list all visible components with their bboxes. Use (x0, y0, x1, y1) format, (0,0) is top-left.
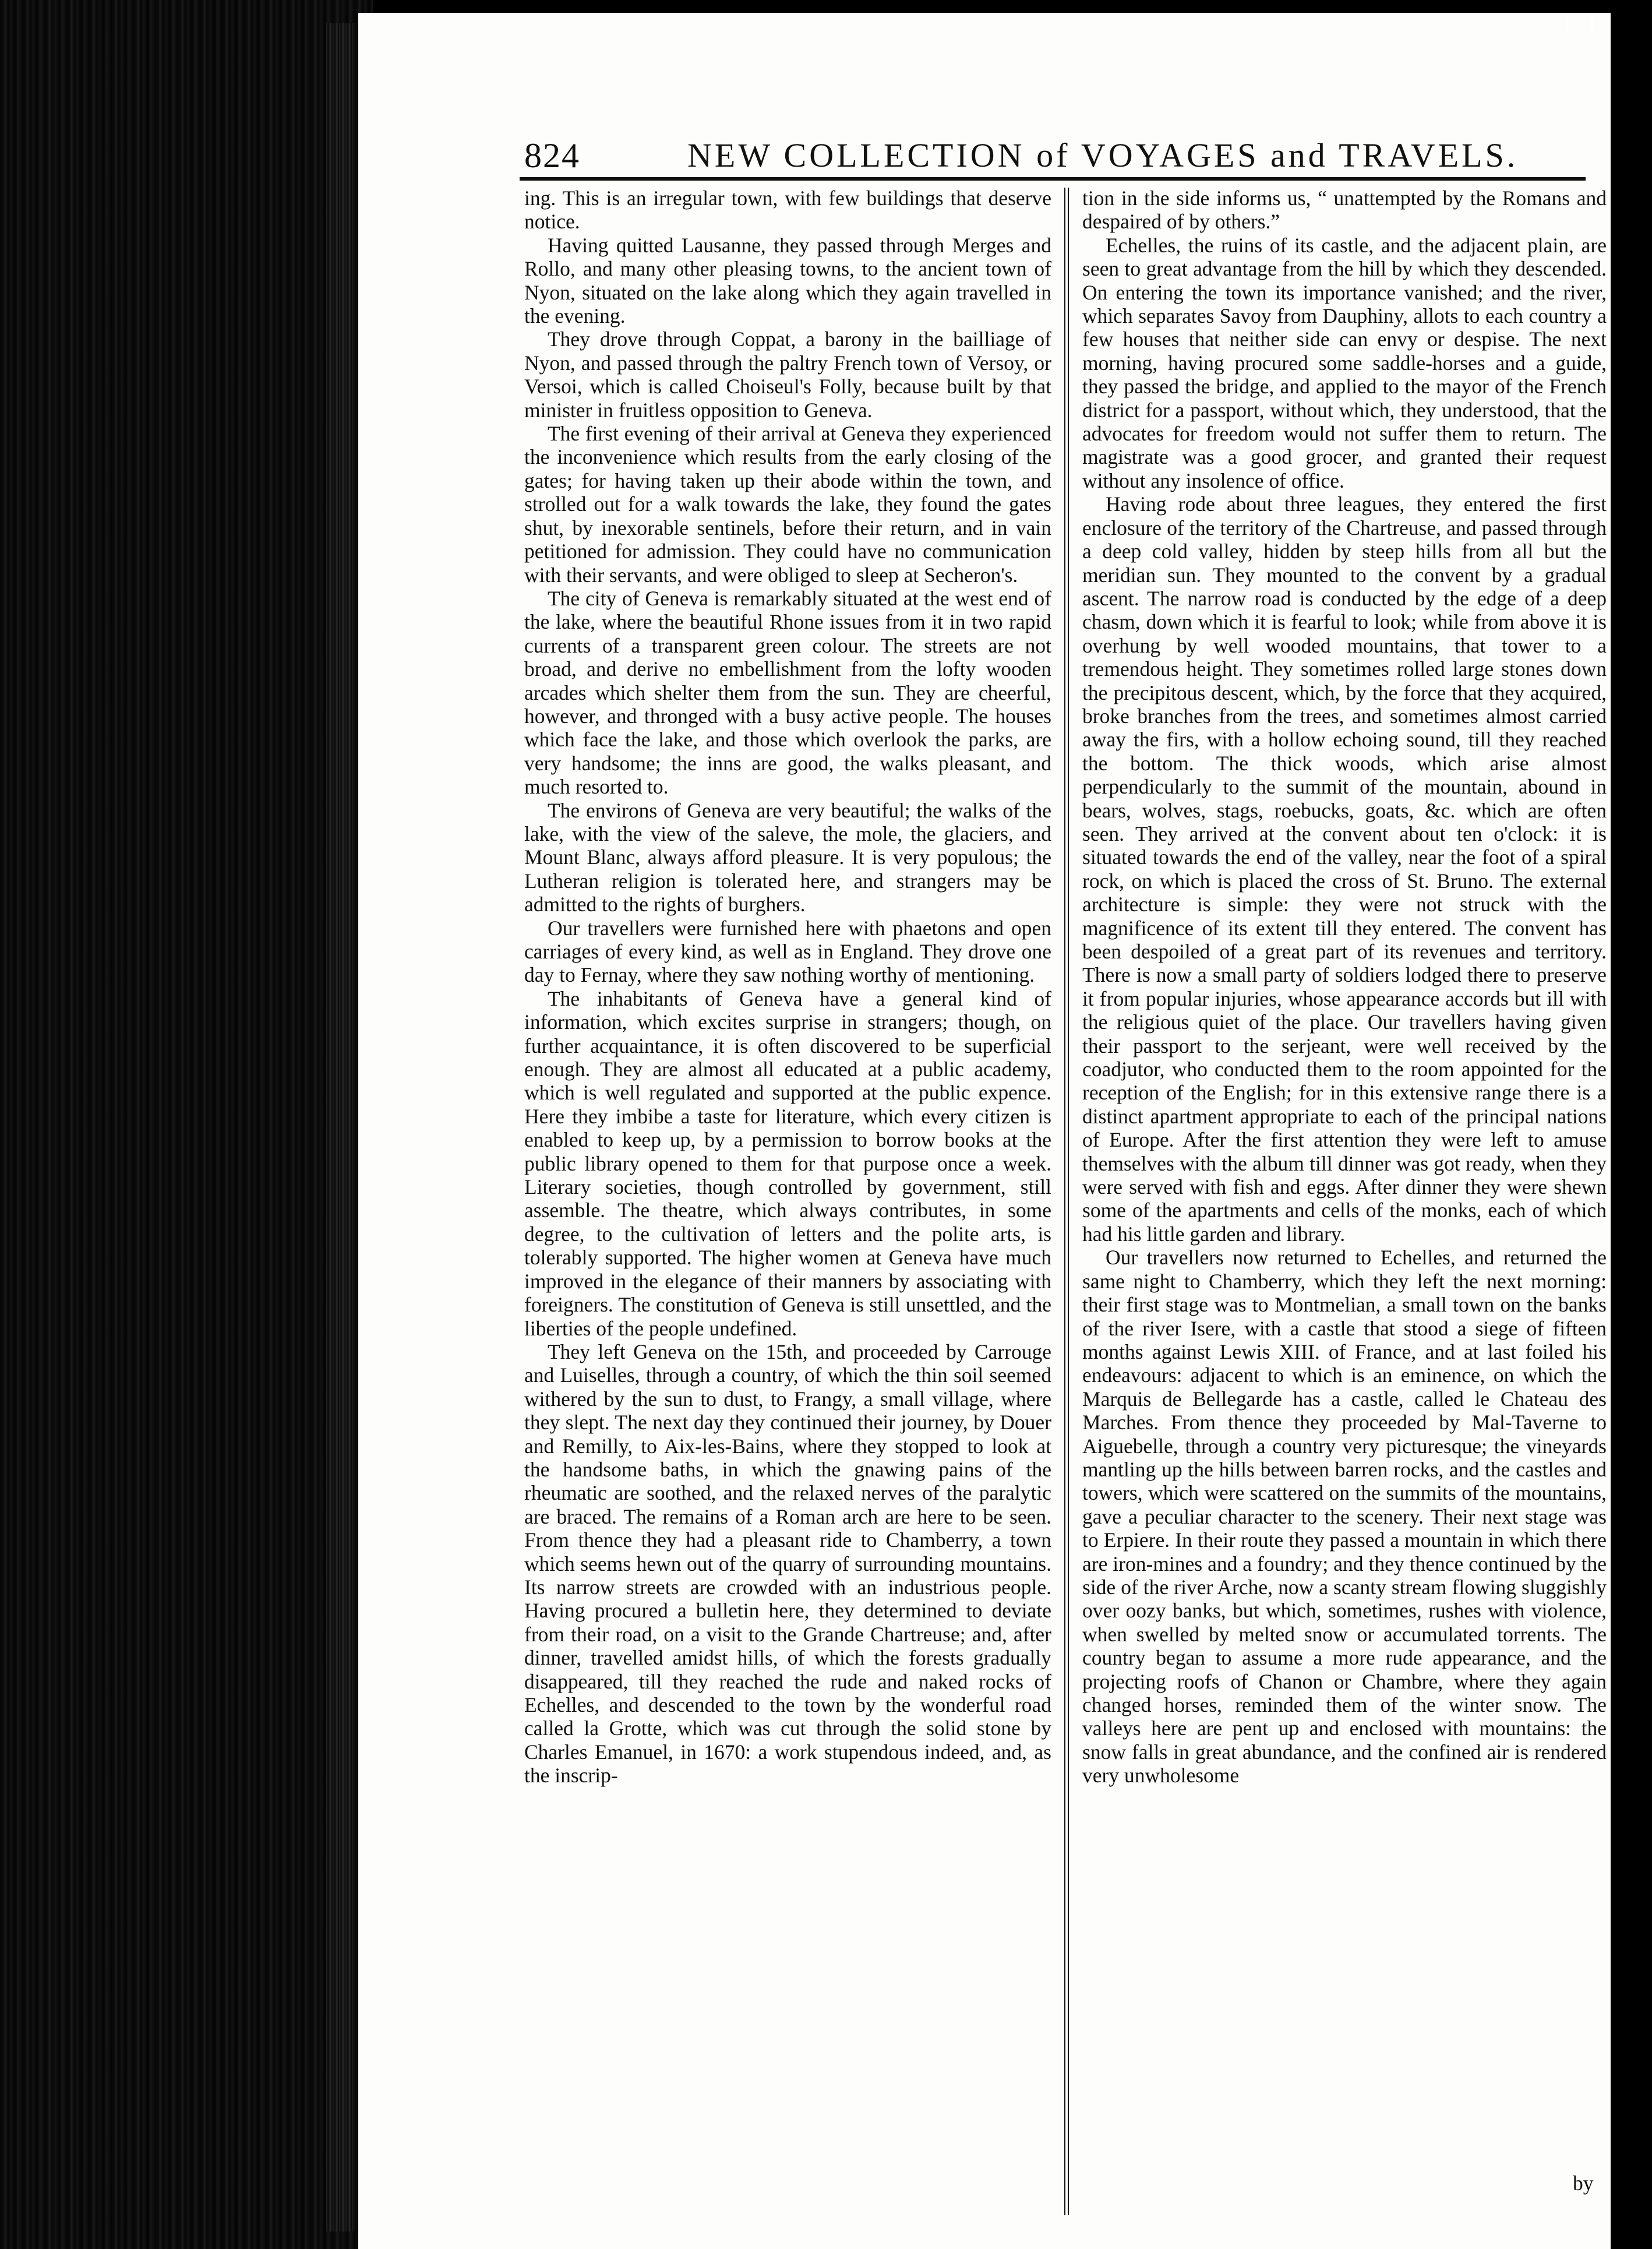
paragraph: ing. This is an irregular town, with few buildings that deserve notice. (524, 186, 1051, 234)
corner-marks: | | (1564, 13, 1601, 36)
left-column (524, 186, 1051, 1788)
paragraph: Having quitted Lausanne, they passed through Merges and Rollo, and many other pleasing towns, to the ancient town of Nyon, situated on the lake along which they again travelled in the evening. (524, 233, 1051, 328)
paragraph: The city of Geneva is remarkably situated at the west end of the lake, where the beautiful Rhone issues from it in two rapid currents of a transparent green colour. The streets are not broad, and derive no embellishment from the lofty wooden arcades which shelter them from the sun. They are cheerful, however, and thronged with a busy active people. The houses which face the lake, and those which overlook the parks, are very handsome; the inns are good, the walks pleasant, and much resorted to. (524, 586, 1051, 799)
paragraph: tion in the side informs us, “ unattempted by the Romans and despaired of by others.” (1082, 186, 1607, 234)
page-number: 824 (524, 136, 580, 175)
paragraph: The environs of Geneva are very beautiful; the walks of the lake, with the view of the saleve, the mole, the glaciers, and Mount Blanc, always afford pleasure. It is very populous; the Lutheran religion is tolerated here, and strangers may be admitted to the rights of burghers. (524, 798, 1051, 916)
right-column (1082, 186, 1607, 1788)
page-edges (326, 23, 355, 2232)
paragraph: The first evening of their arrival at Geneva they experienced the inconvenience which results from the early closing of the gates; for having taken up their abode within the town, and strolled out for a walk towards the lake, they found the gates shut, by inexorable sentinels, before their return, and in vain petitioned for admission. They could have no communication with their servants, and were obliged to sleep at Secheron's. (524, 422, 1051, 587)
paragraph: They drove through Coppat, a barony in the bailliage of Nyon, and passed through the paltry French town of Versoy, or Versoi, which is called Choiseul's Folly, because built by that minister in fruitless opposition to Geneva. (524, 327, 1051, 422)
running-header (524, 129, 1584, 182)
book-spine (0, 0, 373, 2249)
running-title: NEW COLLECTION of VOYAGES and TRAVELS. (687, 136, 1519, 174)
column-divider (1064, 188, 1069, 2215)
paragraph: Our travellers now returned to Echelles, and returned the same night to Chamberry, which they left the next morning: their first stage was to Montmelian, a small town on the banks of the river Isere, with a castle that stood a siege of fifteen months against Lewis XIII. of France, and at last foiled his endeavours: adjacent to which is an eminence, on which the Marquis de Bellegarde has a castle, called le Chateau des Marches. From thence they proceeded by Mal-Taverne to Aiguebelle, through a country very picturesque; the vineyards mantling up the hills between barren rocks, and the castles and towers, which were scattered on the summits of the mountains, gave a peculiar character to the scenery. Their next stage was to Erpiere. In their route they passed a mountain in which there are iron-mines and a foundry; and they thence continued by the side of the river Arche, now a scanty stream flowing sluggishly over oozy banks, but which, sometimes, rushes with violence, when swelled by melted snow or accumulated torrents. The country began to assume a more rude appearance, and the projecting roofs of Chanon or Chambre, where they again changed horses, reminded them of the winter snow. The valleys here are pent up and enclosed with mountains: the snow falls in great abundance, and the confined air is rendered very unwholesome (1082, 1246, 1607, 1788)
paragraph: Having rode about three leagues, they entered the first enclosure of the territory of the Chartreuse, and passed through a deep cold valley, hidden by steep hills from all but the meridian sun. They mounted to the convent by a gradual ascent. The narrow road is conducted by the edge of a deep chasm, down which it is fearful to look; while from above it is overhung by well wooded mountains, that tower to a tremendous height. They sometimes rolled large stones down the precipitous descent, which, by the force that they acquired, broke branches from the trees, and sometimes almost carried away the firs, with a hollow echoing sound, till they reached the bottom. The thick woods, which arise almost perpendicularly to the summit of the mountain, abound in bears, wolves, stags, roebucks, goats, &c. which are often seen. They arrived at the convent about ten o'clock: it is situated towards the end of the valley, near the foot of a spiral rock, on which is placed the cross of St. Bruno. The external architecture is simple: they were not struck with the magnificence of its extent till they entered. The convent has been despoiled of a great part of its revenues and territory. There is now a small party of soldiers lodged there to preserve it from popular injuries, whose appearance accords but ill with the religious quiet of the place. Our travellers having given their passport to the serjeant, were well received by the coadjutor, who conducted them to the room appointed for the reception of the English; for in this extensive range there is a distinct apartment appropriate to each of the principal nations of Europe. After the first attention they were left to amuse themselves with the album till dinner was got ready, when they were served with fish and eggs. After dinner they were shewn some of the apartments and cells of the monks, each of which had his little garden and library. (1082, 492, 1607, 1246)
catchword: by (1573, 2172, 1594, 2195)
header-rule (520, 177, 1586, 181)
paragraph: The inhabitants of Geneva have a general kind of information, which excites surprise in strangers; though, on further acquaintance, it is often discovered to be superficial enough. They are almost all educated at a public academy, which is well regulated and supported at the public expence. Here they imbibe a taste for literature, which every citizen is enabled to keep up, by a permission to borrow books at the public library opened to them for that purpose once a week. Literary societies, though controlled by government, still assemble. The theatre, which always contributes, in some degree, to the cultivation of letters and the polite arts, is tolerably supported. The higher women at Geneva have much improved in the elegance of their manners by associating with foreigners. The constitution of Geneva is still unsettled, and the liberties of the people undefined. (524, 986, 1051, 1340)
paragraph: Echelles, the ruins of its castle, and the adjacent plain, are seen to great advantage from the hill by which they descended. On entering the town its importance vanished; and the river, which separates Savoy from Dauphiny, allots to each country a few houses that neither side can envy or despise. The next morning, having procured some saddle-horses and a guide, they passed the bridge, and applied to the mayor of the French district for a passport, without which, they understood, that the advocates for freedom would not suffer them to return. The magistrate was a good grocer, and granted their request without any insolence of office. (1082, 233, 1607, 492)
paragraph: Our travellers were furnished here with phaetons and open carriages of every kind, as well as in England. They drove one day to Fernay, where they saw nothing worthy of mentioning. (524, 916, 1051, 987)
paragraph: They left Geneva on the 15th, and proceeded by Carrouge and Luiselles, through a country, of which the thin soil seemed withered by the sun to dust, to Frangy, a small village, where they slept. The next day they continued their journey, by Douer and Remilly, to Aix-les-Bains, where they stopped to look at the handsome baths, in which the gnawing pains of the rheumatic are soothed, and the relaxed nerves of the paralytic are braced. The remains of a Roman arch are here to be seen. From thence they had a pleasant ride to Chamberry, a town which seems hewn out of the quarry of surrounding mountains. Its narrow streets are crowded with an industrious people. Having procured a bulletin here, they determined to deviate from their road, on a visit to the Grande Chartreuse; and, after dinner, travelled amidst hills, of which the forests gradually disappeared, till they reached the rude and naked rocks of Echelles, and descended to the town by the wonderful road called la Grotte, which was cut through the solid stone by Charles Emanuel, in 1670: a work stupendous indeed, and, as the inscrip- (524, 1339, 1051, 1788)
